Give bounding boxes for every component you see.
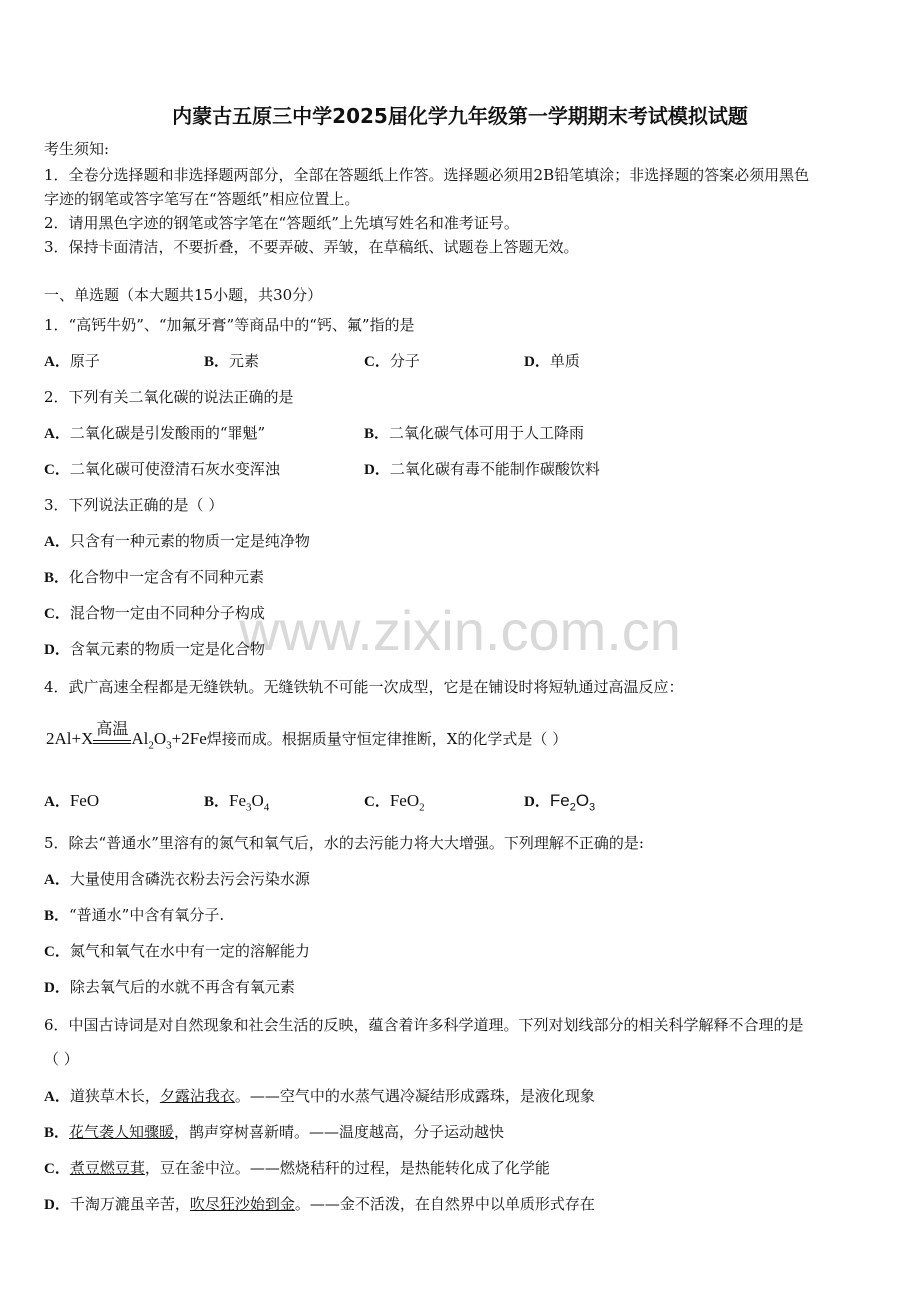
q3-option-a[interactable]: A．只含有一种元素的物质一定是纯净物: [44, 532, 310, 550]
equation-question: 焊接而成。根据质量守恒定律推断，X的化学式是（ ）: [206, 730, 568, 748]
question-6-stem: 6．中国古诗词是对自然现象和社会生活的反映，蕴含着许多科学道理。下列对划线部分的相关科学解释不合理的是: [44, 1016, 804, 1034]
notice-item-1: 1．全卷分选择题和非选择题两部分，全部在答题纸上作答。选择题必须用2B铅笔填涂；非选择题的答案必须用黑色: [44, 166, 810, 184]
q6-option-c[interactable]: C．煮豆燃豆萁，豆在釜中泣。——燃烧秸秆的过程，是热能转化成了化学能: [44, 1159, 550, 1177]
q3-option-b[interactable]: B．化合物中一定含有不同种元素: [44, 568, 265, 586]
question-4-stem: 4．武广高速全程都是无缝铁轨。无缝铁轨不可能一次成型，它是在铺设时将短轨通过高温反应：: [44, 678, 684, 696]
q1-option-c[interactable]: C．分子: [364, 352, 420, 370]
q4-option-c[interactable]: C．FeO$_2$: [364, 791, 425, 814]
equation-right: $Al_2O_3+2Fe$: [131, 729, 207, 752]
q5-option-b[interactable]: B．“普通水”中含有氧分子.: [44, 906, 225, 924]
q5-option-a[interactable]: A．大量使用含磷洗衣粉去污会污染水源: [44, 870, 310, 888]
notice-item-3: 3．保持卡面清洁，不要折叠，不要弄破、弄皱，在草稿纸、试题卷上答题无效。: [44, 238, 579, 256]
q2-option-c[interactable]: C．二氧化碳可使澄清石灰水变浑浊: [44, 460, 280, 478]
q2-option-b[interactable]: B．二氧化碳气体可用于人工降雨: [364, 424, 585, 442]
q3-option-d[interactable]: D．含氧元素的物质一定是化合物: [44, 640, 265, 658]
question-3-stem: 3．下列说法正确的是（ ）: [44, 496, 224, 514]
question-1-stem: 1．“高钙牛奶”、“加氟牙膏”等商品中的“钙、氟”指的是: [44, 316, 415, 334]
reaction-equation: [46, 721, 568, 752]
q1-option-a[interactable]: A．原子: [44, 352, 100, 370]
question-2-stem: 2．下列有关二氧化碳的说法正确的是: [44, 388, 294, 406]
q4-option-d[interactable]: D．$Fe_2O_3$: [524, 791, 596, 814]
q6-option-d[interactable]: D．千淘万漉虽辛苦，吹尽狂沙始到金。——金不活泼，在自然界中以单质形式存在: [44, 1195, 595, 1213]
equation-arrow: [93, 721, 131, 744]
q4-option-a[interactable]: A．FeO: [44, 791, 100, 810]
q5-option-c[interactable]: C．氮气和氧气在水中有一定的溶解能力: [44, 942, 310, 960]
page-title: 内蒙古五原三中学2025届化学九年级第一学期期末考试模拟试题: [172, 104, 748, 128]
q2-option-d[interactable]: D．二氧化碳有毒不能制作碳酸饮料: [364, 460, 600, 478]
q6-option-b[interactable]: B．花气袭人知骤暖，鹊声穿树喜新晴。——温度越高，分子运动越快: [44, 1123, 505, 1141]
q4-option-b[interactable]: B．$Fe_3O_4$: [204, 791, 270, 814]
q3-option-c[interactable]: C．混合物一定由不同种分子构成: [44, 604, 265, 622]
question-5-stem: 5．除去“普通水”里溶有的氮气和氧气后，水的去污能力将大大增强。下列理解不正确的是:: [44, 834, 644, 852]
equation-left: 2Al+X: [46, 729, 94, 748]
notice-item-1-cont: 字迹的钢笔或答字笔写在“答题纸”相应位置上。: [44, 190, 360, 208]
q6-option-a[interactable]: A．道狭草木长，夕露沾我衣。——空气中的水蒸气遇冷凝结形成露珠，是液化现象: [44, 1087, 595, 1105]
reaction-condition: 高温: [96, 721, 129, 738]
q1-option-b[interactable]: B．元素: [204, 352, 260, 370]
q2-option-a[interactable]: A．二氧化碳是引发酸雨的“罪魁”: [44, 424, 266, 442]
q5-option-d[interactable]: D．除去氧气后的水就不再含有氧元素: [44, 978, 295, 996]
watermark: www.zixin.com.cn: [239, 599, 681, 662]
q1-option-d[interactable]: D．单质: [524, 352, 580, 370]
notice-heading: 考生须知:: [44, 140, 110, 158]
section-heading: 一、单选题（本大题共15小题，共30分）: [44, 286, 323, 304]
question-6-stem-cont: （ ）: [44, 1050, 79, 1068]
notice-item-2: 2．请用黑色字迹的钢笔或答字笔在“答题纸”上先填写姓名和准考证号。: [44, 214, 519, 232]
